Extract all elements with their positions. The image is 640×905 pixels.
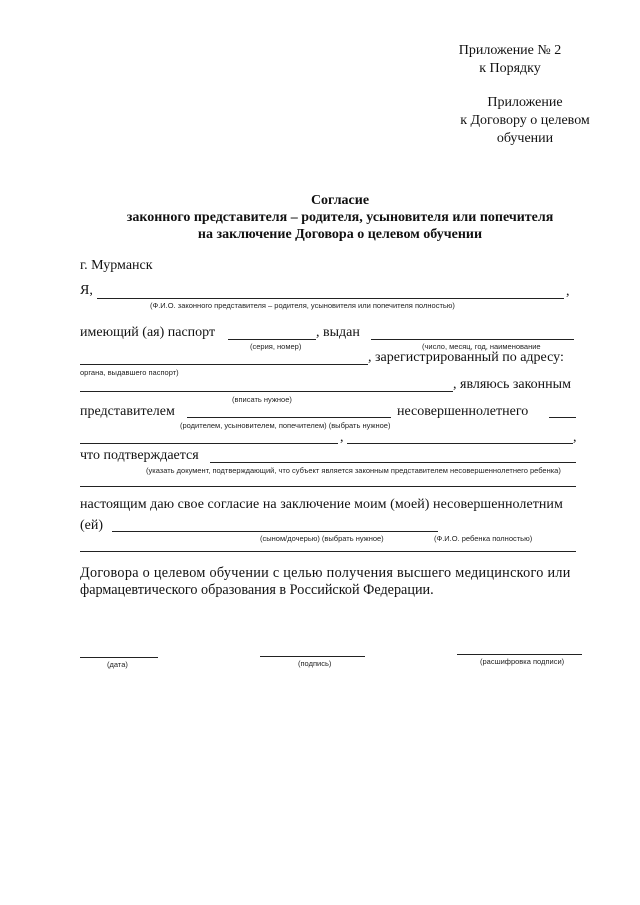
title-line-2: законного представителя – родителя, усыновителя или попечителя bbox=[126, 210, 554, 225]
hint-organ: органа, выдавшего паспорт) bbox=[80, 368, 179, 377]
hint-child-fio: (Ф.И.О. ребенка полностью) bbox=[434, 534, 533, 543]
date-hint: (дата) bbox=[107, 660, 128, 669]
passport-label: имеющий (ая) паспорт bbox=[80, 325, 216, 340]
hint-fio-representative: (Ф.И.О. законного представителя – родителя, усыновителя или попечителя полностью) bbox=[150, 301, 455, 310]
appendix-line-4: к Договору о целевом bbox=[460, 113, 590, 128]
decoding-field[interactable] bbox=[457, 654, 582, 655]
contract-appendix-block bbox=[445, 94, 605, 148]
title-line-1: Согласие bbox=[310, 193, 370, 208]
hint-parent: (родителем, усыновителем, попечителем) (выбрать нужное) bbox=[180, 421, 391, 430]
document-field-2[interactable] bbox=[80, 486, 576, 487]
contract-text-2: фармацевтического образования в Российской Федерации. bbox=[80, 582, 434, 598]
hint-date: (число, месяц, год, наименование bbox=[422, 342, 541, 351]
appendix-line-5: обучении bbox=[496, 131, 554, 146]
blank-field-2[interactable] bbox=[347, 443, 573, 444]
fio-representative-field[interactable] bbox=[97, 298, 564, 299]
appendix-block bbox=[450, 42, 570, 78]
ya-label: Я, bbox=[80, 283, 93, 298]
appendix-line-2: к Порядку bbox=[479, 61, 541, 76]
registered-label: , зарегистрированный по адресу: bbox=[368, 350, 564, 365]
document-field[interactable] bbox=[210, 462, 576, 463]
child-fio-field[interactable] bbox=[80, 551, 576, 552]
hint-series: (серия, номер) bbox=[250, 342, 302, 351]
contract-text-1: Договора о целевом обучении с целью получения высшего медицинского или bbox=[80, 565, 571, 581]
being-label: , являюсь законным bbox=[453, 377, 571, 392]
minor-gender-field[interactable] bbox=[549, 417, 576, 418]
hint-son: (сыном/дочерью) (выбрать нужное) bbox=[260, 534, 384, 543]
decoding-hint: (расшифровка подписи) bbox=[480, 657, 565, 666]
issuing-organ-field[interactable] bbox=[80, 364, 368, 365]
issued-label: , выдан bbox=[316, 325, 360, 340]
minor-label: несовершеннолетнего bbox=[397, 404, 529, 419]
signature-field[interactable] bbox=[260, 656, 365, 657]
comma-1: , bbox=[566, 284, 570, 299]
hint-insert: (вписать нужное) bbox=[232, 395, 292, 404]
signature-hint: (подпись) bbox=[298, 659, 332, 668]
hint-document: (указать документ, подтверждающий, что субъект является законным представителем несовершеннолетнего ребенка) bbox=[146, 466, 561, 475]
appendix-line-3: Приложение bbox=[487, 95, 563, 110]
appendix-line-1: Приложение № 2 bbox=[458, 43, 562, 58]
blank-field-1[interactable] bbox=[80, 443, 338, 444]
issued-date-field[interactable] bbox=[371, 339, 574, 340]
comma-3: , bbox=[573, 430, 577, 445]
comma-2: , bbox=[340, 430, 344, 445]
consent-ei: (ей) bbox=[80, 518, 104, 533]
passport-number-field[interactable] bbox=[228, 339, 316, 340]
date-field[interactable] bbox=[80, 657, 158, 658]
city: г. Мурманск bbox=[80, 258, 153, 273]
address-field[interactable] bbox=[80, 391, 453, 392]
representative-label: представителем bbox=[80, 404, 175, 419]
representative-type-field[interactable] bbox=[187, 417, 391, 418]
consent-line-1: настоящим даю свое согласие на заключение моим (моей) несовершеннолетним bbox=[80, 497, 563, 512]
child-relation-field[interactable] bbox=[112, 531, 438, 532]
title-line-3: на заключение Договора о целевом обучении bbox=[197, 227, 483, 242]
confirmed-label: что подтверждается bbox=[80, 448, 199, 463]
